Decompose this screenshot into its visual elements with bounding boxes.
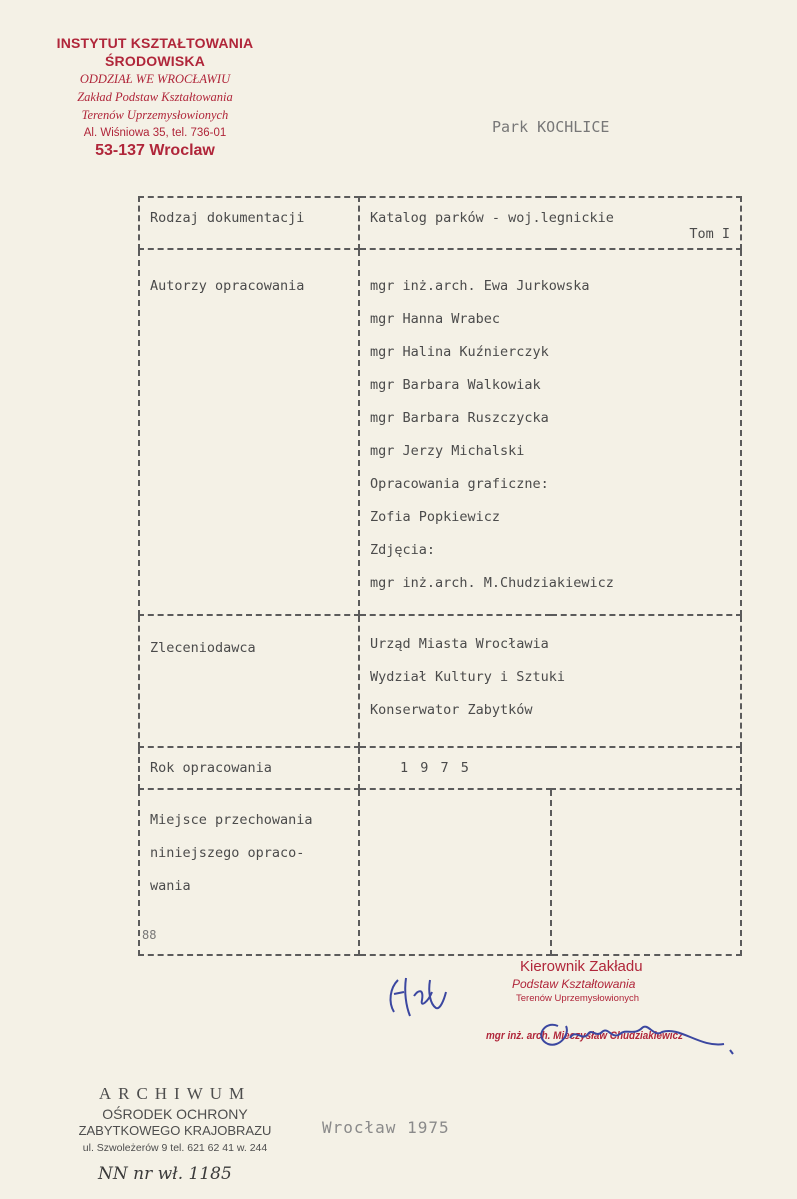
director-name: mgr inż. arch. Mieczysław Chudziakiewicz xyxy=(486,1030,683,1042)
volume-label: Tom I xyxy=(689,226,730,242)
graphics-label: Opracowania graficzne: xyxy=(370,476,549,492)
archive-org-2: ZABYTKOWEGO KRAJOBRAZU xyxy=(78,1123,272,1138)
row-label-rok: Rok opracowania xyxy=(139,747,359,789)
row-label-rodzaj: Rodzaj dokumentacji xyxy=(139,197,359,249)
park-label: Park KOCHLICE xyxy=(492,118,610,136)
archive-stamp xyxy=(60,1084,290,1154)
author-name: mgr Barbara Walkowiak xyxy=(370,377,541,393)
archive-title: ARCHIWUM xyxy=(98,1084,252,1103)
institute-name: INSTYTUT KSZTAŁTOWANIA ŚRODOWISKA xyxy=(56,35,254,69)
table-row xyxy=(139,249,741,615)
director-title: Kierownik Zakładu xyxy=(520,958,643,975)
catalog-title: Katalog parków - woj.legnickie xyxy=(370,210,614,226)
author-name: mgr inż.arch. Ewa Jurkowska xyxy=(370,278,590,294)
table-footer-code: 88 xyxy=(142,928,157,942)
client-line: Urząd Miasta Wrocławia xyxy=(370,636,549,652)
row-label-miejsce: Miejsce przechowania niniejszego opraco- wania xyxy=(139,789,359,955)
table-row xyxy=(139,789,741,955)
archive-address: ul. Szwoleżerów 9 tel. 621 62 41 w. 244 xyxy=(82,1142,268,1154)
institute-stamp xyxy=(30,34,280,160)
row-value-rodzaj xyxy=(359,197,741,249)
row-value-zleceniodawca xyxy=(359,615,741,747)
storage-cell-1 xyxy=(359,789,551,955)
director-department-2: Terenów Uprzemysłowionych xyxy=(516,993,640,1004)
photos-author: mgr inż.arch. M.Chudziakiewicz xyxy=(370,575,614,591)
institute-department-2: Terenów Uprzemysłowionych xyxy=(81,108,229,122)
author-name: mgr Barbara Ruszczycka xyxy=(370,410,549,426)
photos-label: Zdjęcia: xyxy=(370,542,436,558)
client-line: Konserwator Zabytków xyxy=(370,702,533,718)
handwritten-reference: NN nr wł. 1185 xyxy=(98,1164,232,1184)
director-signature xyxy=(530,1008,750,1068)
institute-department: Zakład Podstaw Kształtowania xyxy=(77,90,233,104)
archive-org: OŚRODEK OCHRONY xyxy=(102,1106,248,1122)
table-row xyxy=(139,747,741,789)
graphics-author: Zofia Popkiewicz xyxy=(370,509,501,525)
client-line: Wydział Kultury i Sztuki xyxy=(370,669,566,685)
signature-initials xyxy=(384,972,464,1022)
institute-branch: ODDZIAŁ WE WROCŁAWIU xyxy=(79,72,231,86)
table-row xyxy=(139,615,741,747)
institute-postcode: 53-137 Wroclaw xyxy=(95,142,215,159)
row-label-zleceniodawca: Zleceniodawca xyxy=(139,615,359,747)
author-name: mgr Jerzy Michalski xyxy=(370,443,525,459)
row-value-rok: 1 9 7 5 xyxy=(359,747,741,789)
storage-cell-2 xyxy=(551,789,741,955)
table-row xyxy=(139,197,741,249)
documentation-table xyxy=(138,196,742,956)
author-name: mgr Hanna Wrabec xyxy=(370,311,501,327)
row-value-autorzy xyxy=(359,249,741,615)
author-name: mgr Halina Kuźnierczyk xyxy=(370,344,549,360)
place-date: Wrocław 1975 xyxy=(322,1118,450,1137)
director-department: Podstaw Kształtowania xyxy=(512,977,636,991)
institute-address: Al. Wiśniowa 35, tel. 736-01 xyxy=(83,127,227,139)
row-label-autorzy: Autorzy opracowania xyxy=(139,249,359,615)
